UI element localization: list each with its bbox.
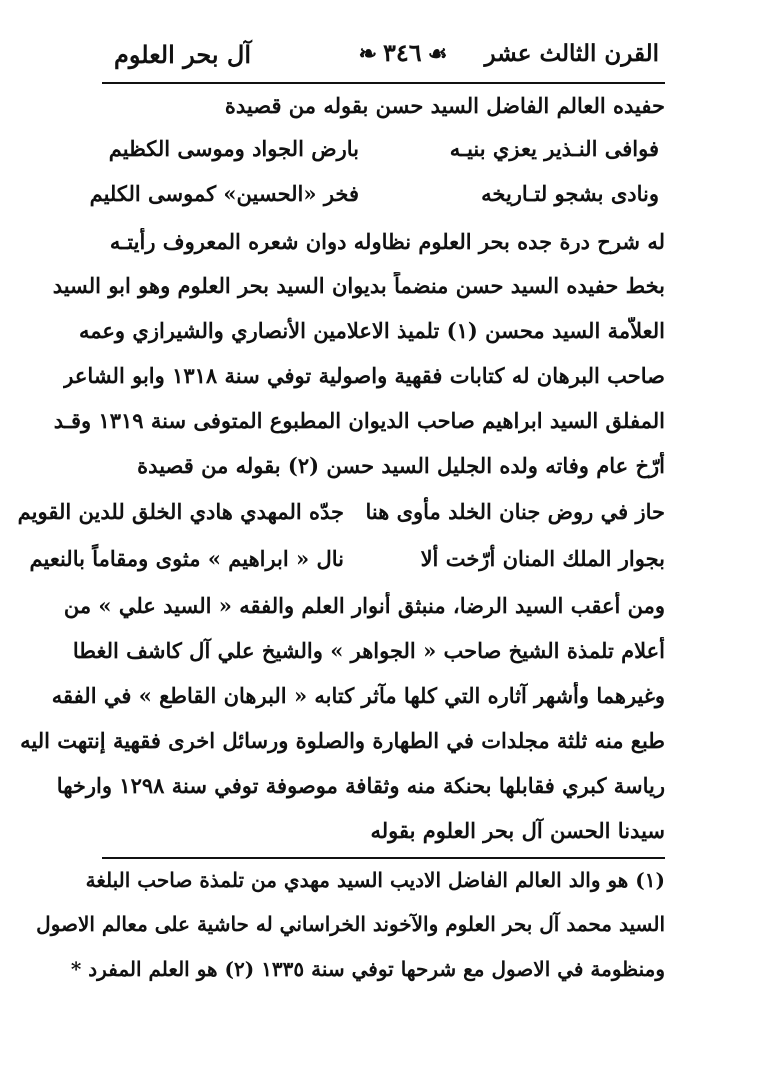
verse-hemistich: نال « ابراهيم » مثوى ومقاماً بالنعيم (29, 546, 344, 571)
footnote-line: ومنظومة في الاصول مع شرحها توفي سنة ١٣٣٥ (٢) هو العلم المفرد * (70, 957, 665, 981)
body-line: ومن أعقب السيد الرضا، منبثق أنوار العلم والفقه « السيد علي » من (63, 593, 665, 618)
body-line: صاحب البرهان له كتابات فقهية واصولية توفي سنة ١٣١٨ وابو الشاعر (63, 363, 665, 388)
body-line: رياسة كبري فقابلها بحنكة منه وثقافة موصوفة توفي سنة ١٢٩٨ وارخها (56, 773, 665, 798)
verse-hemistich: بجوار الملك المنان أرّخت ألا (420, 546, 665, 571)
ornament-left-icon: ❧ (358, 41, 378, 67)
verse-hemistich: جدّه المهدي هادي الخلق للدين القويم (17, 499, 344, 524)
header-rule (102, 82, 665, 84)
header-century-title: القرن الثالث عشر (484, 40, 659, 67)
verse-hemistich: فخر «الحسين» كموسى الكليم (89, 181, 359, 206)
body-line: أعلام تلمذة الشيخ صاحب « الجواهر » والشيخ علي آل كاشف الغطا (72, 638, 665, 663)
footnote-line: السيد محمد آل بحر العلوم والآخوند الخراساني له حاشية على معالم الاصول (36, 912, 665, 936)
body-line: بخط حفيده السيد حسن منضماً بديوان السيد بحر العلوم وهو ابو السيد (52, 273, 665, 298)
verse-hemistich: فوافى النـذير يعزي بنيـه (449, 136, 659, 161)
body-line: سيدنا الحسن آل بحر العلوم بقوله (370, 818, 665, 843)
page-number (308, 38, 498, 67)
body-line: له شرح درة جده بحر العلوم نظاوله دوان شعره المعروف رأيتـه (109, 229, 665, 254)
header-family-title: آل بحر العلوم (114, 40, 251, 69)
footnote-line: (١) هو والد العالم الفاضل الاديب السيد مهدي من تلمذة صاحب البلغة (85, 868, 665, 892)
verse-hemistich: حاز في روض جنان الخلد مأوى هنا (365, 499, 665, 524)
footnote-rule (102, 857, 665, 859)
body-line: حفيده العالم الفاضل السيد حسن بقوله من قصيدة (224, 93, 665, 118)
body-line: العلاّمة السيد محسن (١) تلميذ الاعلامين الأنصاري والشيرازي وعمه (79, 318, 665, 343)
verse-hemistich: ونادى بشجو لتـاريخه (481, 181, 659, 206)
ornament-right-icon: ☙ (427, 41, 448, 67)
body-line: وغيرهما وأشهر آثاره التي كلها مآثر كتابه « البرهان القاطع » في الفقه (51, 683, 665, 708)
page-number-text: ٣٤٦ (383, 38, 422, 67)
body-line: طبع منه ثلثة مجلدات في الطهارة والصلوة ورسائل اخرى فقهية إنتهت اليه (20, 728, 665, 753)
body-line: المفلق السيد ابراهيم صاحب الديوان المطبوع المتوفى سنة ١٣١٩ وقـد (53, 408, 665, 433)
page-header (100, 36, 669, 76)
body-line: أرّخ عام وفاته ولده الجليل السيد حسن (٢) بقوله من قصيدة (137, 453, 665, 478)
verse-hemistich: بارض الجواد وموسى الكظيم (108, 136, 359, 161)
